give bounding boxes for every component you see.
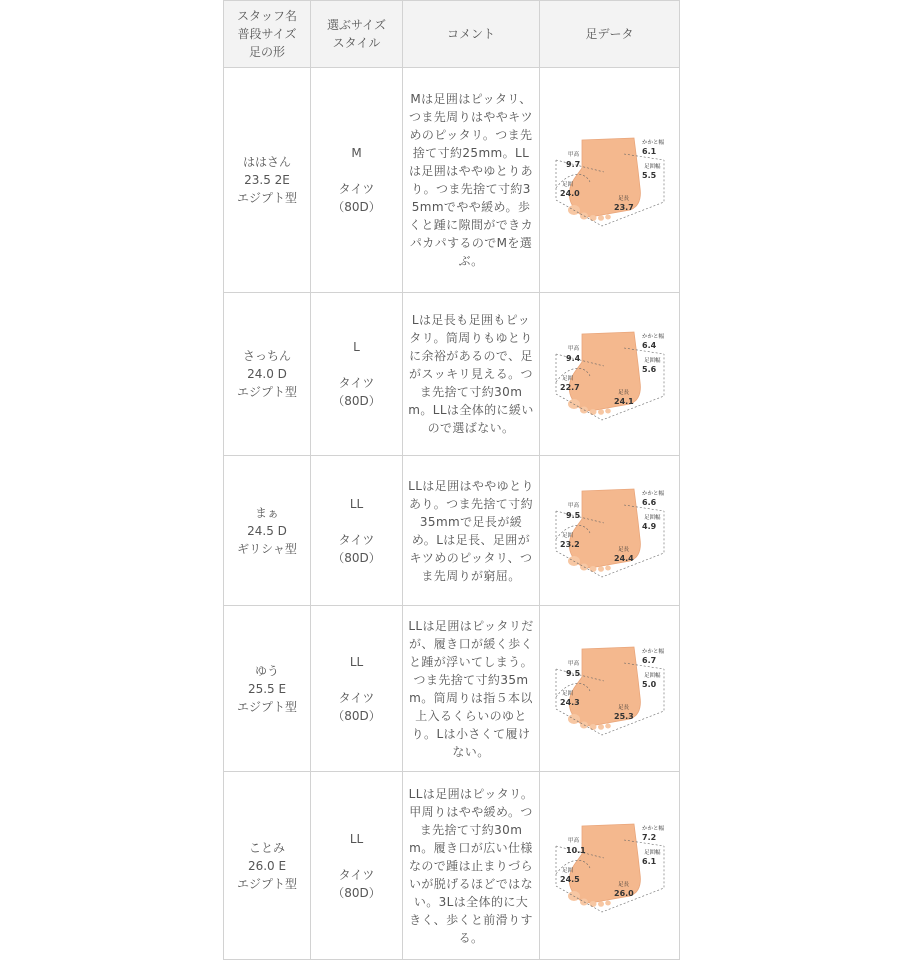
header-staff: スタッフ名 普段サイズ 足の形 (224, 1, 311, 68)
heel-value: 6.7 (641, 655, 656, 665)
staff-cell (224, 456, 311, 606)
toe-3 (589, 901, 596, 907)
denier: （80D） (332, 394, 381, 408)
staff-cell (224, 606, 311, 772)
ball-width-value: 4.9 (641, 521, 656, 531)
toe-5 (605, 565, 611, 570)
instep-label: 甲高 (567, 837, 579, 844)
size-style-cell (311, 772, 403, 960)
ball-width-label: 足囲幅 (643, 849, 661, 856)
length-value: 23.7 (613, 203, 634, 212)
ball-girth-label: 足囲 (561, 376, 573, 382)
foot-shape: エジプト型 (236, 385, 297, 399)
foot-shape: エジプト型 (236, 191, 297, 205)
usual-size: 24.0 D (247, 367, 287, 381)
style-name: タイツ (338, 182, 375, 196)
comment-cell: Mは足囲はピッタリ、つま先周りはややキツめのピッタリ。つま先捨て寸約25mm。LLは足囲はややゆとりあり。つま先捨て寸約35mmでやや緩め。歩くと踵に隙間ができカパカパするのでMを選ぶ。 (403, 68, 540, 293)
toe-3 (589, 409, 596, 415)
foot-shape: エジプト型 (236, 876, 297, 891)
length-label: 足長 (617, 196, 629, 202)
ball-width-value: 6.1 (641, 856, 656, 866)
heel-label: かかと幅 (641, 334, 664, 340)
length-label: 足長 (617, 390, 629, 396)
heel-value: 6.6 (641, 497, 656, 507)
foot-data-cell (540, 606, 680, 772)
ball-girth-value: 22.7 (559, 383, 580, 392)
size-style-cell (311, 293, 403, 456)
staff-cell (224, 293, 311, 456)
toe-5 (605, 723, 611, 728)
foot-data-cell (540, 68, 680, 293)
instep-label: 甲高 (567, 152, 579, 158)
toe-3 (589, 215, 596, 221)
ball-girth-value: 23.2 (559, 539, 580, 549)
staff-name: さっちん (242, 349, 291, 363)
heel-value: 7.2 (641, 832, 656, 842)
staff-cell (224, 772, 311, 960)
ball-width-value: 5.6 (641, 365, 656, 374)
staff-name: ことみ (248, 840, 285, 855)
instep-value: 9.5 (565, 668, 580, 678)
size-style-cell (311, 68, 403, 293)
ball-girth-value: 24.3 (559, 697, 580, 707)
comment-cell: LLは足囲はややゆとりあり。つま先捨て寸約35mmで足長が緩め。Lは足長、足囲がキツめのピッタリ、つま先周りが窮屈。 (403, 456, 540, 606)
table-row (224, 293, 680, 456)
toe-5 (605, 215, 611, 220)
header-comment: コメント (403, 1, 540, 68)
instep-value: 10.1 (565, 845, 586, 855)
staff-name: まぁ (254, 505, 279, 520)
instep-label: 甲高 (567, 502, 579, 509)
ball-girth-label: 足囲 (561, 867, 573, 874)
length-label: 足長 (617, 704, 629, 711)
denier: （80D） (332, 708, 381, 723)
denier: （80D） (332, 550, 381, 565)
usual-size: 24.5 D (247, 523, 287, 538)
header-row (224, 1, 680, 68)
ball-girth-label: 足囲 (561, 182, 573, 188)
toe-4 (598, 566, 604, 572)
table-row (224, 68, 680, 293)
foot-data-cell (540, 772, 680, 960)
foot-shape: ギリシャ型 (237, 541, 297, 556)
foot-diagram (544, 816, 676, 916)
ball-width-value: 5.0 (641, 679, 656, 689)
table-row (224, 772, 680, 960)
length-label: 足長 (617, 546, 629, 553)
comment-cell: Lは足長も足囲もピッタリ。筒周りもゆとりに余裕があるので、足がスッキリ見える。つま先捨て寸約30mm。LLは全体的に緩いので選ばない。 (403, 293, 540, 456)
toe-4 (598, 409, 604, 415)
ball-girth-label: 足囲 (561, 690, 573, 697)
header-size-style: 選ぶサイズ スタイル (311, 1, 403, 68)
ball-width-label: 足囲幅 (643, 164, 661, 170)
toe-4 (598, 901, 604, 907)
staff-cell (224, 68, 311, 293)
instep-value: 9.5 (565, 510, 580, 520)
ball-width-value: 5.5 (641, 171, 656, 180)
chosen-size: LL (349, 654, 364, 669)
heel-value: 6.4 (641, 341, 656, 350)
table-row (224, 456, 680, 606)
instep-label: 甲高 (567, 346, 579, 352)
foot-data-cell (540, 456, 680, 606)
style-name: タイツ (338, 690, 375, 705)
chosen-size: M (351, 146, 362, 160)
toe-5 (605, 900, 611, 905)
length-label: 足長 (617, 881, 629, 888)
chosen-size: LL (349, 496, 364, 511)
style-name: タイツ (338, 867, 375, 882)
foot-diagram (544, 130, 676, 230)
ball-girth-value: 24.0 (559, 189, 580, 198)
heel-label: かかと幅 (641, 648, 664, 655)
usual-size: 25.5 E (247, 681, 287, 696)
heel-label: かかと幅 (641, 490, 664, 497)
instep-value: 9.4 (565, 354, 580, 363)
foot-data-cell (540, 293, 680, 456)
length-value: 24.4 (613, 553, 634, 563)
chosen-size: L (353, 340, 360, 354)
toe-4 (598, 724, 604, 730)
ball-width-label: 足囲幅 (643, 358, 661, 364)
chosen-size: LL (349, 831, 364, 846)
toe-3 (589, 566, 596, 572)
foot-diagram (544, 324, 676, 424)
style-name: タイツ (338, 532, 375, 547)
comment-cell: LLは足囲はピッタリ。甲周りはやや緩め。つま先捨て寸約30mm。履き口が広い仕様なので踵は止まりづらいが脱げるほどではない。3Lは全体的に大きく、歩くと前滑りする。 (403, 772, 540, 960)
foot-diagram (544, 639, 676, 739)
denier: （80D） (332, 200, 381, 214)
header-foot-data: 足データ (540, 1, 680, 68)
toe-5 (605, 409, 611, 414)
style-name: タイツ (338, 376, 375, 390)
heel-value: 6.1 (641, 147, 656, 156)
foot-shape: エジプト型 (236, 699, 297, 714)
toe-4 (598, 215, 604, 221)
instep-label: 甲高 (567, 660, 579, 667)
length-value: 24.1 (613, 397, 634, 406)
staff-name: ははさん (242, 155, 291, 169)
table-row (224, 606, 680, 772)
toe-3 (589, 724, 596, 730)
heel-label: かかと幅 (641, 140, 664, 146)
ball-width-label: 足囲幅 (643, 672, 661, 679)
ball-girth-label: 足囲 (561, 532, 573, 539)
foot-diagram (544, 481, 676, 581)
staff-name: ゆう (254, 663, 279, 678)
instep-value: 9.7 (565, 160, 580, 169)
size-style-cell (311, 606, 403, 772)
usual-size: 23.5 2E (244, 173, 290, 187)
length-value: 25.3 (613, 711, 634, 721)
size-comparison-table (223, 0, 680, 960)
comment-cell: LLは足囲はピッタリだが、履き口が緩く歩くと踵が浮いてしまう。つま先捨て寸約35mm。筒周りは指５本以上入るくらいのゆとり。Lは小さくて履けない。 (403, 606, 540, 772)
ball-girth-value: 24.5 (559, 874, 580, 884)
denier: （80D） (332, 885, 381, 900)
ball-width-label: 足囲幅 (643, 514, 661, 521)
heel-label: かかと幅 (641, 825, 664, 832)
size-style-cell (311, 456, 403, 606)
usual-size: 26.0 E (247, 858, 287, 873)
length-value: 26.0 (613, 888, 634, 898)
